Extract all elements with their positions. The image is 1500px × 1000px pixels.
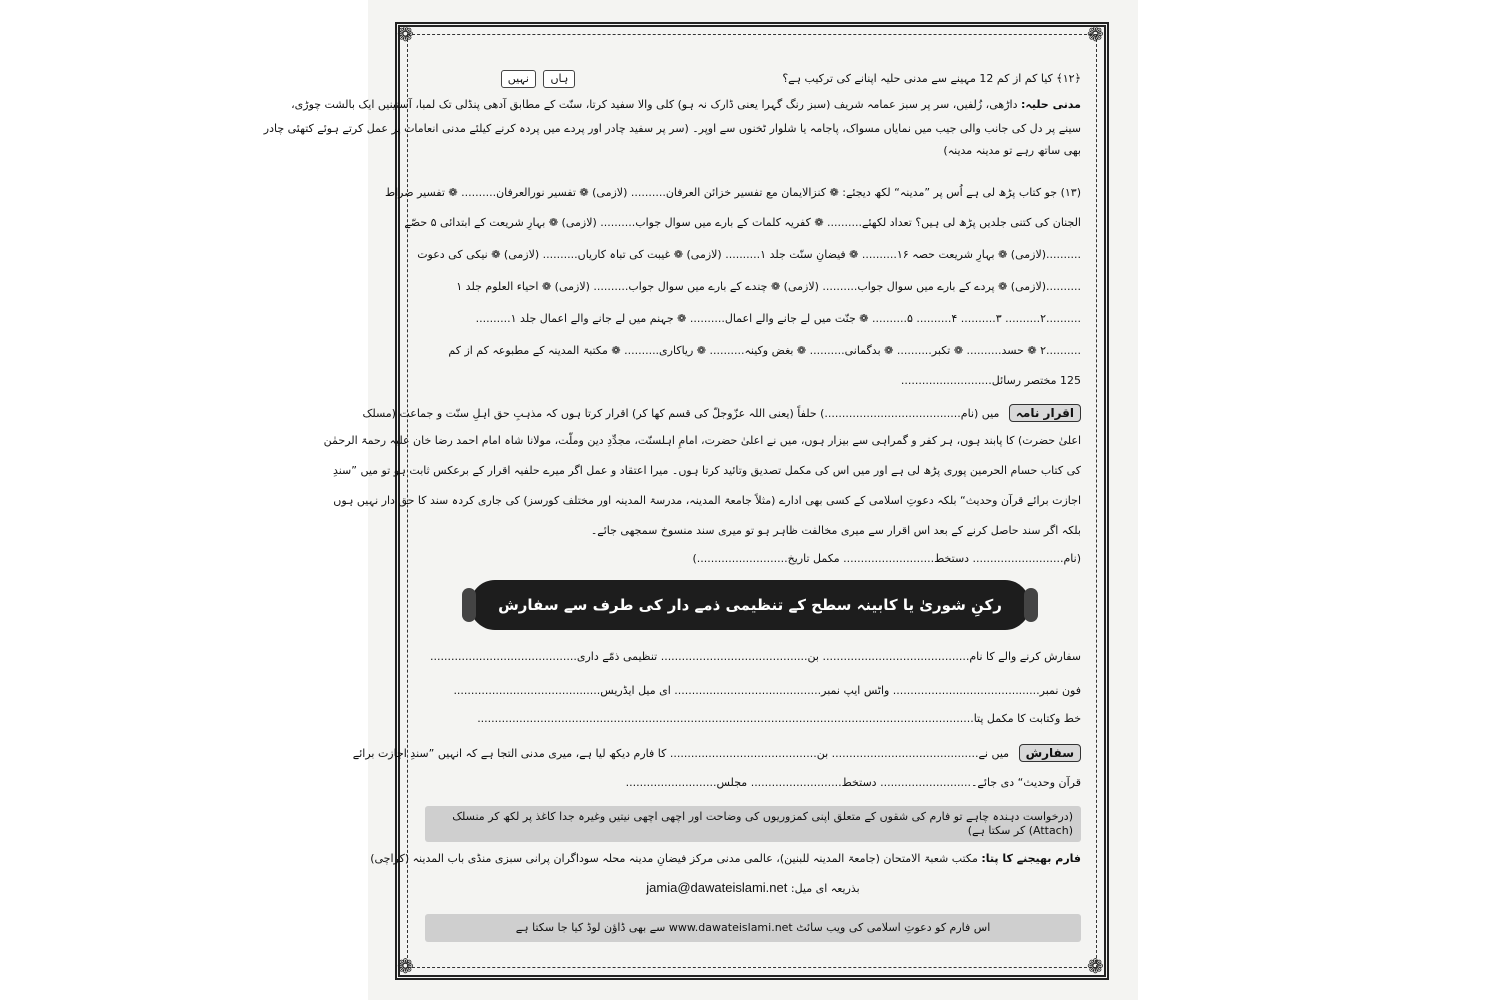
question-13-line: ..........(لازمی) ❁ بہارِ شریعت حصہ ۱۶.......... ❁ فیضانِ سنّت جلد ۱.......... (لازمی) ❁ غیبت کی تباہ کاریاں.......... (لازمی) ❁ نیکی کی دعوت [417, 248, 1081, 261]
sifarish-label: سفارش [1019, 744, 1081, 762]
contact-fields[interactable]: فون نمبر.......................................... واٹس ایپ نمبر.......................................... ای میل ایڈریس.......................................... [453, 684, 1081, 697]
iqrar-line: بلکہ اگر سند حاصل کرنے کے بعد اس اقرار سے میری مخالفت ظاہر ہو تو میری سند منسوخ سمجھی جائے۔ [590, 524, 1081, 537]
email-label: بذریعہ ای میل: [790, 882, 860, 895]
no-checkbox[interactable]: نہیں [501, 70, 536, 88]
download-footer: اس فارم کو دعوتِ اسلامی کی ویب سائٹ www.dawateislami.net سے بھی ڈاؤن لوڈ کیا جا سکتا ہے [425, 914, 1081, 942]
madani-hulia-line: مدنی حلیہ: داڑھی، زُلفیں، سر پر سبز عمامہ شریف (سبز رنگ گہرا یعنی ڈارک نہ ہو) کلی والا سفید کرتا، سنّت کے مطابق آدھی پنڈلی تک لمبا، آستینیں ایک بالشت چوڑی، [291, 98, 1081, 111]
iqrar-line: اجازت برائے قرآن وحدیث“ بلکہ دعوتِ اسلامی کے کسی بھی ادارے (مثلاً جامعۃ المدینہ، مدرسۃ المدینہ اور مختلف کورسز) کی جاری کردہ سند کا حق دار نہیں ہوں [333, 494, 1081, 507]
mailing-address: فارم بھیجنے کا پتا: مکتب شعبۃ الامتحان (جامعۃ المدینہ للبنین)، عالمی مدنی مرکز فیضانِ مدینہ محلہ سوداگران پرانی سبزی منڈی باب المدینہ (کراچی) [370, 852, 1081, 865]
recommendation-signature-line[interactable]: قرآن وحدیث“ دی جائے۔.......................... دستخط.......................... مجلس.......................... [625, 776, 1081, 789]
address-label: فارم بھیجنے کا پتا: [981, 852, 1081, 865]
question-12-text: ﴿۱۲﴾ کیا کم از کم 12 مہینے سے مدنی حلیہ اپنانے کی ترکیب ہے؟ [782, 72, 1081, 85]
question-13-line: ..........۲ ❁ حسد.......... ❁ تکبر.......... ❁ بدگمانی.......... ❁ بغض وکینہ.......... ❁ ریاکاری.......... ❁ مکتبۃ المدینہ کے مطبوعہ کم از کم [448, 344, 1081, 357]
iqrar-line: کی کتاب حسام الحرمین پوری پڑھ لی ہے اور میں اس کی مکمل تصدیق وتائید کرتا ہوں۔ میرا اعتقاد و عمل اگر میرے حلفیہ اقرار کے برعکس ثابت ہو تو میں ”سندِ [332, 464, 1081, 477]
madani-hulia-line: سینے پر دل کی جانب والی جیب میں نمایاں مسواک، پاجامہ یا شلوار ٹخنوں سے اوپر۔ (سر پر سفید چادر اور پردے میں پردہ کرنے کیلئے مدنی انعامات پر عمل کرتے ہوئے کتھئی چادر [263, 122, 1081, 135]
question-13-line: 125 مختصر رسائل.......................... [900, 374, 1081, 387]
question-13-line: ..........۲.......... ۳.......... ۴.......... ۵.......... ❁ جنّت میں لے جانے والے اعمال.......... ❁ جہنم میں لے جانے والے اعمال جلد ۱.......... [475, 312, 1081, 325]
recommendation-line[interactable]: سفارش میں نے.......................................... بن.......................................... کا فارم دیکھ لیا ہے، میری مدنی التجا ہے کہ انہیں ”سندِ اجازت برائے [425, 744, 1081, 762]
question-12 [425, 70, 1081, 88]
recommender-name-field[interactable]: سفارش کرنے والے کا نام.......................................... بن.......................................... تنظیمی ذمّے داری.......................................... [429, 650, 1081, 663]
signature-line[interactable]: (نام.......................... دستخط.......................... مکمل تاریخ..........................) [692, 552, 1081, 565]
corner-ornament-icon: ❁ [1087, 954, 1104, 978]
corner-ornament-icon: ❁ [397, 22, 414, 46]
madani-hulia-label: مدنی حلیہ: [1020, 98, 1081, 111]
section-banner: رکنِ شوریٰ یا کابینہ سطح کے تنظیمی ذمے دار کی طرف سے سفارش [470, 580, 1030, 630]
iqrar-nama-label: اقرار نامہ [1009, 404, 1081, 422]
email-address-link[interactable]: jamia@dawateislami.net [646, 880, 788, 895]
email-row [425, 880, 1081, 895]
question-13-line: ..........(لازمی) ❁ پردے کے بارے میں سوال جواب.......... (لازمی) ❁ چندے کے بارے میں سوال جواب.......... (لازمی) ❁ احیاء العلوم جلد ۱ [456, 280, 1081, 293]
attachment-note: (درخواست دہندہ چاہے تو فارم کی شقوں کے متعلق اپنی کمزوریوں کی وضاحت اور اچھی اچھی نیتیں وغیرہ جدا کاغذ پر لکھ کر منسلک (Attach) کر سکتا ہے) [425, 806, 1081, 842]
yes-checkbox[interactable]: ہاں [543, 70, 575, 88]
corner-ornament-icon: ❁ [1087, 22, 1104, 46]
question-13-line: (۱۳) جو کتاب پڑھ لی ہے اُس پر ”مدینہ“ لکھ دیجئے: ❁ کنزالایمان مع تفسیر خزائن العرفان.......... (لازمی) ❁ تفسیر نورالعرفان.......... ❁ تفسیر صراط [384, 186, 1081, 199]
corner-ornament-icon: ❁ [397, 954, 414, 978]
iqrar-line: اعلیٰ حضرت) کا پابند ہوں، ہر کفر و گمراہی سے بیزار ہوں، میں نے اعلیٰ حضرت، امامِ اہلسنّت، مجدِّدِ دین وملّت، مولانا شاہ امام احمد رضا خان علیہ رحمۃ الرحمٰن [323, 434, 1081, 447]
question-13-line: الجنان کی کتنی جلدیں پڑھ لی ہیں؟ تعداد لکھئے.......... ❁ کفریہ کلمات کے بارے میں سوال جواب.......... (لازمی) ❁ بہارِ شریعت کے ابتدائی ۵ حصّے [404, 216, 1081, 229]
madani-hulia-line: بھی ساتھ رہے تو مدینہ مدینہ) [943, 144, 1081, 157]
iqrar-line: اقرار نامہ میں (نام.......................................) حلفاً (یعنی اللہ عزّوجلّ کی قسم کھا کر) اقرار کرتا ہوں کہ مذہبِ حق اہلِ سنّت و جماعت (مسلک [425, 404, 1081, 422]
postal-address-field[interactable]: خط وکتابت کا مکمل پتا.............................................................................................................................................. [477, 712, 1081, 725]
